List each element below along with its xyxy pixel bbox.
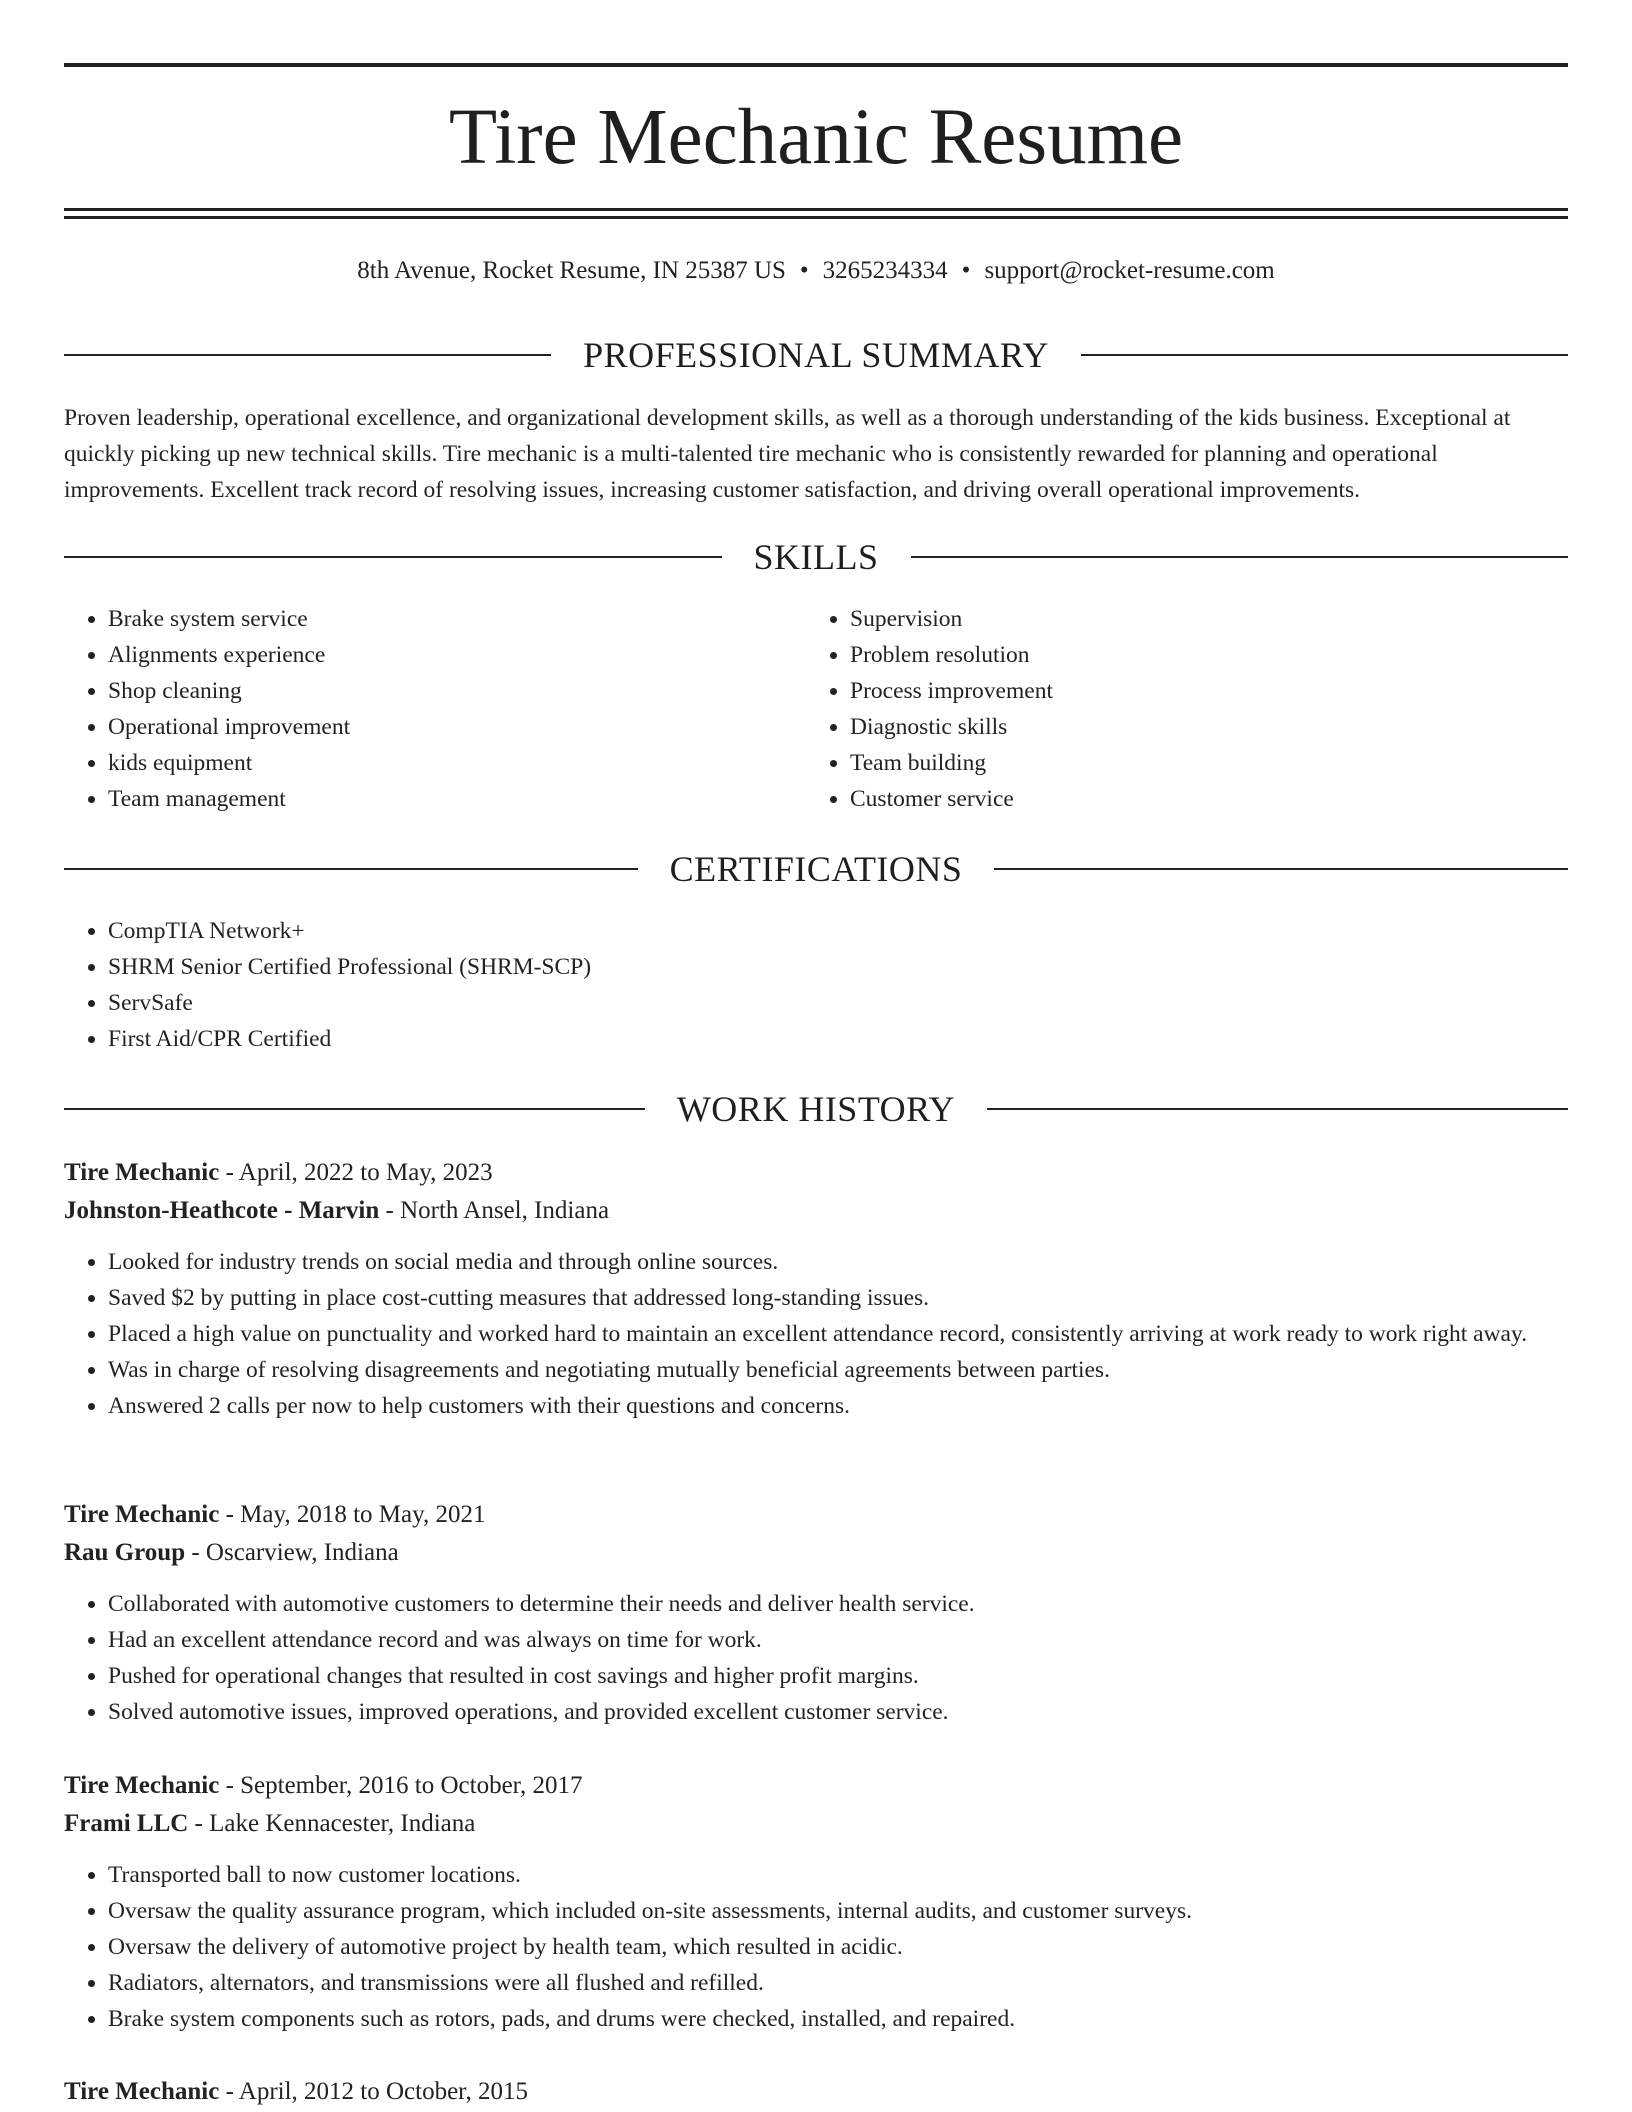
skills-list-right <box>806 601 1506 817</box>
title-double-rule-lower <box>64 216 1568 219</box>
certification-item: • CompTIA Network+ <box>108 913 1568 949</box>
job-role-line <box>64 1154 1568 1192</box>
heading-rule <box>64 354 551 356</box>
skill-item: • Supervision <box>850 601 1506 637</box>
job-bullets <box>64 1586 1568 1730</box>
skill-item: • kids equipment <box>108 745 764 781</box>
contact-separator: • <box>799 257 809 284</box>
contact-address: 8th Avenue, Rocket Resume, IN 25387 US <box>357 257 786 284</box>
job-title: Tire Mechanic <box>64 1159 220 1186</box>
contact-phone: 3265234334 <box>822 257 948 284</box>
job-dates: - September, 2016 to October, 2017 <box>219 1772 583 1799</box>
job-entry <box>64 1154 1568 1424</box>
certifications-list <box>64 913 1568 1057</box>
job-bullets <box>64 1244 1568 1424</box>
section-title: CERTIFICATIONS <box>669 849 963 889</box>
top-rule <box>64 63 1568 67</box>
skill-item: • Problem resolution <box>850 637 1506 673</box>
heading-rule <box>64 868 638 870</box>
skills-column-right <box>806 601 1506 817</box>
job-bullet: • Collaborated with automotive customers to determine their needs and deliver health service. <box>108 1586 1568 1622</box>
heading-rule <box>64 556 722 558</box>
heading-rule <box>1081 354 1568 356</box>
skill-item: • Diagnostic skills <box>850 709 1506 745</box>
section-work-history-heading <box>64 1086 1568 1132</box>
contact-separator: • <box>961 257 971 284</box>
certification-item: • First Aid/CPR Certified <box>108 1021 1568 1057</box>
job-title: Tire Mechanic <box>64 2078 220 2105</box>
job-bullet: • Transported ball to now customer locations. <box>108 1857 1568 1893</box>
job-bullet: • Radiators, alternators, and transmissions were all flushed and refilled. <box>108 1965 1568 2001</box>
skills-column-left <box>64 601 764 817</box>
section-skills-heading <box>64 534 1568 580</box>
job-dates: - April, 2022 to May, 2023 <box>219 1159 493 1186</box>
heading-rule <box>911 556 1569 558</box>
skill-item: • Team building <box>850 745 1506 781</box>
job-location: - Oscarview, Indiana <box>185 1539 399 1566</box>
job-bullet: • Saved $2 by putting in place cost-cutting measures that addressed long-standing issues. <box>108 1280 1568 1316</box>
section-summary-heading <box>64 332 1568 378</box>
section-title: WORK HISTORY <box>676 1089 956 1129</box>
section-certifications-heading <box>64 846 1568 892</box>
job-company-line <box>64 1805 1568 1843</box>
job-bullet: • Brake system components such as rotors, pads, and drums were checked, installed, and repaired. <box>108 2001 1568 2037</box>
job-company: Johnston-Heathcote - Marvin <box>64 1197 380 1224</box>
certification-item: • SHRM Senior Certified Professional (SHRM-SCP) <box>108 949 1568 985</box>
skill-item: • Team management <box>108 781 764 817</box>
job-company-line <box>64 1534 1568 1572</box>
job-company: Rau Group <box>64 1539 186 1566</box>
skill-item: • Shop cleaning <box>108 673 764 709</box>
job-dates: - May, 2018 to May, 2021 <box>219 1501 486 1528</box>
job-bullet: • Placed a high value on punctuality and worked hard to maintain an excellent attendance record, consistently arriving at work ready to work right away. <box>108 1316 1568 1352</box>
job-bullet: • Had an excellent attendance record and was always on time for work. <box>108 1622 1568 1658</box>
job-company-line <box>64 1192 1568 1230</box>
certification-item: • ServSafe <box>108 985 1568 1021</box>
job-bullet: • Looked for industry trends on social media and through online sources. <box>108 1244 1568 1280</box>
job-bullet: • Oversaw the quality assurance program, which included on-site assessments, internal audits, and customer surveys. <box>108 1893 1568 1929</box>
job-bullet: • Solved automotive issues, improved operations, and provided excellent customer service. <box>108 1694 1568 1730</box>
summary-text: Proven leadership, operational excellence, and organizational development skills, as well as a thorough understanding of the kids business. Exceptional at quickly picking up new technical skills. Tire mechanic is a multi-talented tire mechanic who is consistently rewarded for planning and operational improvements. Excellent track record of resolving issues, increasing customer satisfaction, and driving overall operational improvements. <box>64 405 1511 503</box>
resume-title: Tire Mechanic Resume <box>448 94 1184 181</box>
heading-rule <box>64 1108 645 1110</box>
heading-rule <box>987 1108 1568 1110</box>
skill-item: • Alignments experience <box>108 637 764 673</box>
certifications-block <box>64 913 1568 1057</box>
job-entry <box>64 1496 1568 1730</box>
skill-item: • Operational improvement <box>108 709 764 745</box>
job-role-line <box>64 2073 1568 2111</box>
contact-line <box>64 254 1568 288</box>
job-dates: - April, 2012 to October, 2015 <box>219 2078 528 2105</box>
title-double-rule-upper <box>64 208 1568 211</box>
job-bullet: • Pushed for operational changes that resulted in cost savings and higher profit margins. <box>108 1658 1568 1694</box>
job-title: Tire Mechanic <box>64 1501 220 1528</box>
skill-item: • Brake system service <box>108 601 764 637</box>
job-bullets <box>64 1857 1568 2037</box>
section-title: PROFESSIONAL SUMMARY <box>583 335 1049 375</box>
job-location: - North Ansel, Indiana <box>379 1197 610 1224</box>
skill-item: • Customer service <box>850 781 1506 817</box>
job-bullet: • Oversaw the delivery of automotive project by health team, which resulted in acidic. <box>108 1929 1568 1965</box>
skill-item: • Process improvement <box>850 673 1506 709</box>
job-location: - Lake Kennacester, Indiana <box>188 1810 476 1837</box>
skills-list-left <box>64 601 764 817</box>
job-title: Tire Mechanic <box>64 1772 220 1799</box>
job-role-line <box>64 1496 1568 1534</box>
contact-email: support@rocket-resume.com <box>984 257 1275 284</box>
job-bullet: • Was in charge of resolving disagreements and negotiating mutually beneficial agreements between parties. <box>108 1352 1568 1388</box>
job-entry <box>64 1767 1568 2037</box>
job-bullet: • Answered 2 calls per now to help customers with their questions and concerns. <box>108 1388 1568 1424</box>
job-company: Frami LLC <box>64 1810 189 1837</box>
section-title: SKILLS <box>753 537 879 577</box>
job-entry <box>64 2073 1568 2111</box>
heading-rule <box>994 868 1568 870</box>
job-role-line <box>64 1767 1568 1805</box>
